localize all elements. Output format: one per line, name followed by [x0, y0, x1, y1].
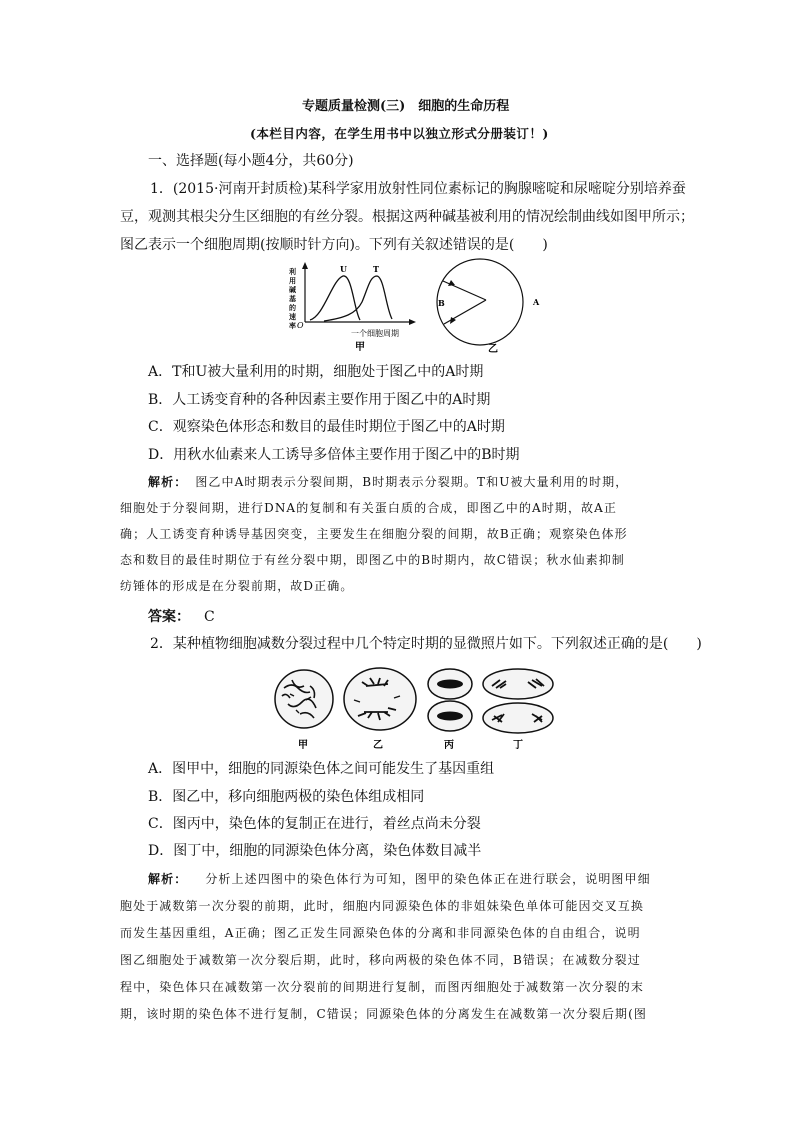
ylabel-char: 利 — [289, 267, 296, 276]
q2-option-c: C．图丙中，染色体的复制正在进行，着丝点尚未分裂 — [148, 816, 481, 832]
x-axis-label: 一个细胞周期 — [351, 329, 399, 338]
q1-stem-line-2: 豆，观测其根尖分生区细胞的有丝分裂。根据这两种碱基被利用的情况绘制曲线如图甲所示； — [120, 209, 694, 225]
q2-analysis-line-3: 而发生基因重组，A正确；图乙正发生同源染色体的分离和非同源染色体的自由组合，说明 — [120, 926, 641, 940]
page-subtitle: (本栏目内容，在学生用书中以独立形式分册装订！) — [250, 126, 549, 141]
q2-analysis-line-1 — [148, 870, 651, 888]
cycle-radius-2 — [444, 300, 486, 324]
q1-stem-line-3: 图乙表示一个细胞周期(按顺时针方向)。下列有关叙述错误的是( ) — [120, 237, 548, 253]
ylabel-char: 碱 — [289, 285, 296, 294]
q1-option-a: A．T和U被大量利用的时期，细胞处于图乙中的A时期 — [148, 364, 484, 380]
micrograph-jia — [275, 670, 333, 728]
q2-option-d: D．图丁中，细胞的同源染色体分离，染色体数目减半 — [148, 843, 482, 859]
q1-analysis-line-3: 确；人工诱变育种诱导基因突变，主要发生在细胞分裂的间期，故B正确；观察染色体形 — [120, 527, 628, 541]
q2-figure — [270, 666, 560, 754]
q2-analysis-line-6: 期，该时期的染色体不进行复制，C错误；同源染色体的分离发生在减数第一次分裂后期(图 — [120, 1007, 647, 1021]
section-heading: 一、选择题(每小题4分，共60分) — [148, 153, 354, 169]
caption-jia: 甲 — [355, 342, 365, 353]
q1-analysis-line-4: 态和数目的最佳时期位于有丝分裂中期，即图乙中的B时期内，故C错误；秋水仙素抑制 — [120, 553, 625, 567]
q1-option-c: C．观察染色体形态和数目的最佳时期位于图乙中的A时期 — [148, 419, 505, 435]
arc-b-label: B — [438, 298, 445, 308]
ylabel-char: 的 — [289, 303, 296, 312]
caption-yi: 乙 — [488, 344, 498, 354]
micrograph-bing — [428, 669, 472, 731]
q1-answer-line — [148, 608, 215, 626]
q2-analysis-line-5: 程中，染色体只在减数第一次分裂前的间期进行复制，而图丙细胞处于减数第一次分裂的末 — [120, 980, 645, 994]
ylabel-char: 基 — [289, 294, 296, 303]
cycle-arrow-top — [448, 280, 455, 286]
arc-a-label: A — [533, 297, 540, 307]
curve-u-label: U — [340, 264, 347, 274]
caption-ding: 丁 — [513, 740, 523, 751]
q1-answer-value: C — [204, 609, 215, 625]
q1-analysis-text-1: 图乙中A时期表示分裂间期，B时期表示分裂期。T和U被大量利用的时期， — [195, 475, 629, 489]
q2-analysis-line-4: 图乙细胞处于减数第一次分裂后期，此时，移向两极的染色体不同，B错误；在减数分裂过 — [120, 953, 641, 967]
q1-analysis-label: 解析： — [148, 475, 188, 489]
caption-bing: 丙 — [444, 740, 454, 751]
curve-u — [310, 276, 360, 320]
q2-stem: 2．某种植物细胞减数分裂过程中几个特定时期的显微照片如下。下列叙述正确的是( ) — [150, 636, 702, 652]
micrograph-ding — [483, 669, 553, 733]
q2-option-a: A．图甲中，细胞的同源染色体之间可能发生了基因重组 — [148, 761, 495, 777]
q2-analysis-label: 解析： — [148, 872, 188, 886]
q1-answer-label: 答案： — [148, 609, 190, 625]
cell-cycle-circle — [437, 259, 523, 345]
caption-jia: 甲 — [298, 740, 308, 751]
q2-analysis-line-2: 胞处于减数第一次分裂的前期，此时，细胞内同源染色体的非姐妹染色单体可能因交叉互换 — [120, 899, 645, 913]
q1-analysis-line-5: 纺锤体的形成是在分裂前期，故D正确。 — [120, 579, 354, 593]
q2-option-b: B．图乙中，移向细胞两极的染色体组成相同 — [148, 789, 425, 805]
x-axis-arrow — [409, 319, 416, 325]
curve-t-label: T — [373, 264, 379, 274]
q1-stem-line-1: 1．(2015·河南开封质检)某科学家用放射性同位素标记的胸腺嘧啶和尿嘧啶分别培养蚕 — [150, 181, 686, 197]
ylabel-char: 速 — [289, 312, 296, 321]
q1-figure — [280, 258, 560, 354]
origin-label: O — [297, 321, 304, 330]
q1-analysis-line-1 — [148, 473, 628, 491]
page-title: 专题质量检测(三) 细胞的生命历程 — [302, 99, 510, 114]
ylabel-char: 用 — [289, 276, 296, 285]
q1-option-b: B．人工诱变育种的各种因素主要作用于图乙中的A时期 — [148, 392, 491, 408]
q1-analysis-line-2: 细胞处于分裂间期，进行DNA的复制和有关蛋白质的合成，即图乙中的A时期，故A正 — [120, 501, 618, 515]
q2-analysis-text-1: 分析上述四图中的染色体行为可知，图甲的染色体正在进行联会，说明图甲细 — [205, 872, 651, 886]
micrograph-yi — [344, 668, 416, 730]
q1-option-d: D．用秋水仙素来人工诱导多倍体主要作用于图乙中的B时期 — [148, 447, 520, 463]
caption-yi: 乙 — [373, 740, 383, 751]
ylabel-char: 率 — [289, 321, 296, 330]
y-axis-arrow — [302, 262, 308, 269]
